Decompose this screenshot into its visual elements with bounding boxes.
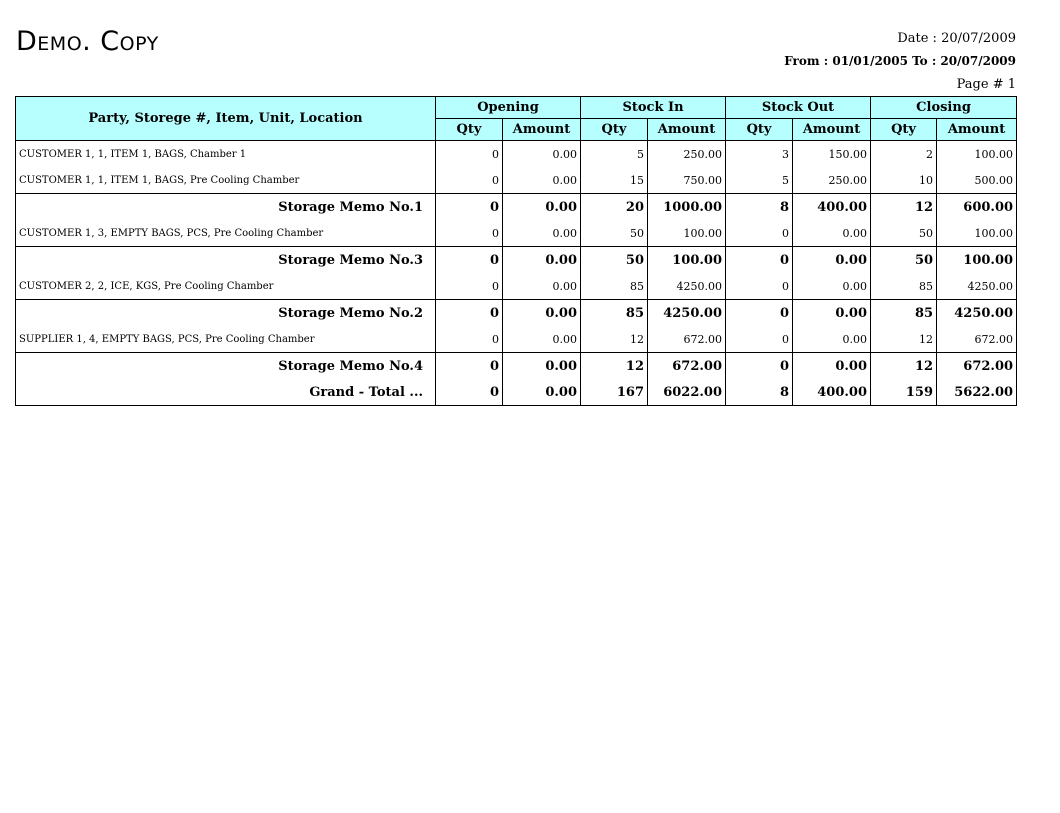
stock-out-amount-cell: 400.00 (793, 194, 871, 221)
summary-label: Grand - Total ... (309, 384, 423, 400)
closing-amount-cell: 100.00 (937, 247, 1017, 274)
page-number: Page # 1 (956, 77, 1016, 92)
opening-qty-cell: 0 (436, 167, 503, 194)
stock-in-qty-cell: 12 (581, 326, 648, 353)
stock-in-amount-cell: 100.00 (648, 247, 726, 274)
report-date-range: From : 01/01/2005 To : 20/07/2009 (784, 54, 1016, 68)
stock-in-amount-cell: 4250.00 (648, 300, 726, 327)
opening-amount-cell: 0.00 (503, 353, 581, 380)
stock-out-qty-cell: 8 (726, 194, 793, 221)
summary-row (16, 194, 1017, 221)
summary-label: Storage Memo No.3 (16, 247, 436, 274)
closing-qty-cell: 10 (871, 167, 937, 194)
opening-amount-cell: 0.00 (503, 194, 581, 221)
table-row (16, 141, 1017, 168)
closing-qty-cell: 159 (871, 379, 937, 406)
stock-out-qty-cell: 8 (726, 379, 793, 406)
closing-qty-cell: 12 (871, 353, 937, 380)
closing-qty-cell: 85 (871, 273, 937, 300)
column-header-amount: Amount (793, 119, 871, 141)
closing-amount-cell: 4250.00 (937, 273, 1017, 300)
stock-out-amount-cell: 0.00 (793, 247, 871, 274)
stock-out-amount-cell: 150.00 (793, 141, 871, 168)
closing-amount-cell: 600.00 (937, 194, 1017, 221)
stock-in-qty-cell: 85 (581, 300, 648, 327)
stock-in-qty-cell: 85 (581, 273, 648, 300)
closing-qty-cell: 2 (871, 141, 937, 168)
summary-row (16, 379, 1017, 406)
column-header-amount: Amount (648, 119, 726, 141)
opening-amount-cell: 0.00 (503, 379, 581, 406)
opening-qty-cell: 0 (436, 379, 503, 406)
summary-label: Storage Memo No.1 (16, 194, 436, 221)
group-header-stock-in: Stock In (581, 97, 726, 119)
opening-amount-cell: 0.00 (503, 247, 581, 274)
stock-in-qty-cell: 50 (581, 247, 648, 274)
table-row (16, 220, 1017, 247)
stock-out-qty-cell: 3 (726, 141, 793, 168)
stock-in-amount-cell: 100.00 (648, 220, 726, 247)
opening-amount-cell: 0.00 (503, 220, 581, 247)
stock-in-qty-cell: 5 (581, 141, 648, 168)
party-cell: SUPPLIER 1, 4, EMPTY BAGS, PCS, Pre Cooling Chamber (19, 333, 315, 345)
closing-amount-cell: 5622.00 (937, 379, 1017, 406)
stock-in-amount-cell: 750.00 (648, 167, 726, 194)
table-row (16, 273, 1017, 300)
stock-out-qty-cell: 0 (726, 326, 793, 353)
stock-report-table (15, 96, 1017, 406)
closing-amount-cell: 4250.00 (937, 300, 1017, 327)
column-header-qty: Qty (871, 119, 937, 141)
group-header-stock-out: Stock Out (726, 97, 871, 119)
table-row (16, 326, 1017, 353)
stock-out-amount-cell: 0.00 (793, 353, 871, 380)
closing-qty-cell: 12 (871, 194, 937, 221)
opening-amount-cell: 0.00 (503, 326, 581, 353)
summary-label: Storage Memo No.2 (16, 300, 436, 327)
table-row (16, 167, 1017, 194)
opening-amount-cell: 0.00 (503, 300, 581, 327)
stock-out-amount-cell: 0.00 (793, 326, 871, 353)
opening-qty-cell: 0 (436, 220, 503, 247)
group-header-opening: Opening (436, 97, 581, 119)
summary-row (16, 300, 1017, 327)
summary-row (16, 247, 1017, 274)
opening-qty-cell: 0 (436, 273, 503, 300)
column-header-amount: Amount (503, 119, 581, 141)
group-header-closing: Closing (871, 97, 1017, 119)
stock-in-qty-cell: 50 (581, 220, 648, 247)
closing-amount-cell: 672.00 (937, 353, 1017, 380)
stock-out-amount-cell: 0.00 (793, 273, 871, 300)
closing-qty-cell: 50 (871, 247, 937, 274)
stock-out-qty-cell: 0 (726, 247, 793, 274)
column-header-party: Party, Storege #, Item, Unit, Location (16, 97, 436, 141)
stock-in-amount-cell: 250.00 (648, 141, 726, 168)
opening-qty-cell: 0 (436, 247, 503, 274)
stock-out-amount-cell: 400.00 (793, 379, 871, 406)
party-cell: CUSTOMER 1, 1, ITEM 1, BAGS, Pre Cooling Chamber (19, 174, 300, 186)
stock-out-qty-cell: 5 (726, 167, 793, 194)
stock-out-qty-cell: 0 (726, 300, 793, 327)
opening-amount-cell: 0.00 (503, 141, 581, 168)
stock-in-qty-cell: 12 (581, 353, 648, 380)
stock-in-qty-cell: 15 (581, 167, 648, 194)
stock-in-amount-cell: 1000.00 (648, 194, 726, 221)
opening-qty-cell: 0 (436, 353, 503, 380)
closing-amount-cell: 100.00 (937, 220, 1017, 247)
closing-amount-cell: 672.00 (937, 326, 1017, 353)
opening-qty-cell: 0 (436, 326, 503, 353)
column-header-qty: Qty (726, 119, 793, 141)
column-header-qty: Qty (581, 119, 648, 141)
stock-out-amount-cell: 0.00 (793, 220, 871, 247)
stock-out-amount-cell: 250.00 (793, 167, 871, 194)
opening-qty-cell: 0 (436, 194, 503, 221)
summary-label: Storage Memo No.4 (16, 353, 436, 380)
report-date: Date : 20/07/2009 (897, 31, 1016, 46)
opening-qty-cell: 0 (436, 300, 503, 327)
stock-out-qty-cell: 0 (726, 353, 793, 380)
closing-qty-cell: 50 (871, 220, 937, 247)
closing-qty-cell: 85 (871, 300, 937, 327)
stock-in-amount-cell: 672.00 (648, 353, 726, 380)
stock-in-amount-cell: 6022.00 (648, 379, 726, 406)
stock-in-amount-cell: 672.00 (648, 326, 726, 353)
stock-out-qty-cell: 0 (726, 273, 793, 300)
column-header-qty: Qty (436, 119, 503, 141)
stock-out-qty-cell: 0 (726, 220, 793, 247)
stock-out-amount-cell: 0.00 (793, 300, 871, 327)
closing-amount-cell: 100.00 (937, 141, 1017, 168)
column-header-amount: Amount (937, 119, 1017, 141)
opening-amount-cell: 0.00 (503, 273, 581, 300)
opening-qty-cell: 0 (436, 141, 503, 168)
stock-in-amount-cell: 4250.00 (648, 273, 726, 300)
opening-amount-cell: 0.00 (503, 167, 581, 194)
stock-in-qty-cell: 167 (581, 379, 648, 406)
party-cell: CUSTOMER 1, 1, ITEM 1, BAGS, Chamber 1 (19, 148, 247, 160)
closing-qty-cell: 12 (871, 326, 937, 353)
party-cell: CUSTOMER 1, 3, EMPTY BAGS, PCS, Pre Cooling Chamber (19, 227, 324, 239)
report-body (16, 141, 1017, 406)
stock-in-qty-cell: 20 (581, 194, 648, 221)
party-cell: CUSTOMER 2, 2, ICE, KGS, Pre Cooling Chamber (19, 280, 274, 292)
summary-row (16, 353, 1017, 380)
report-title: Demo. Copy (16, 26, 159, 57)
closing-amount-cell: 500.00 (937, 167, 1017, 194)
